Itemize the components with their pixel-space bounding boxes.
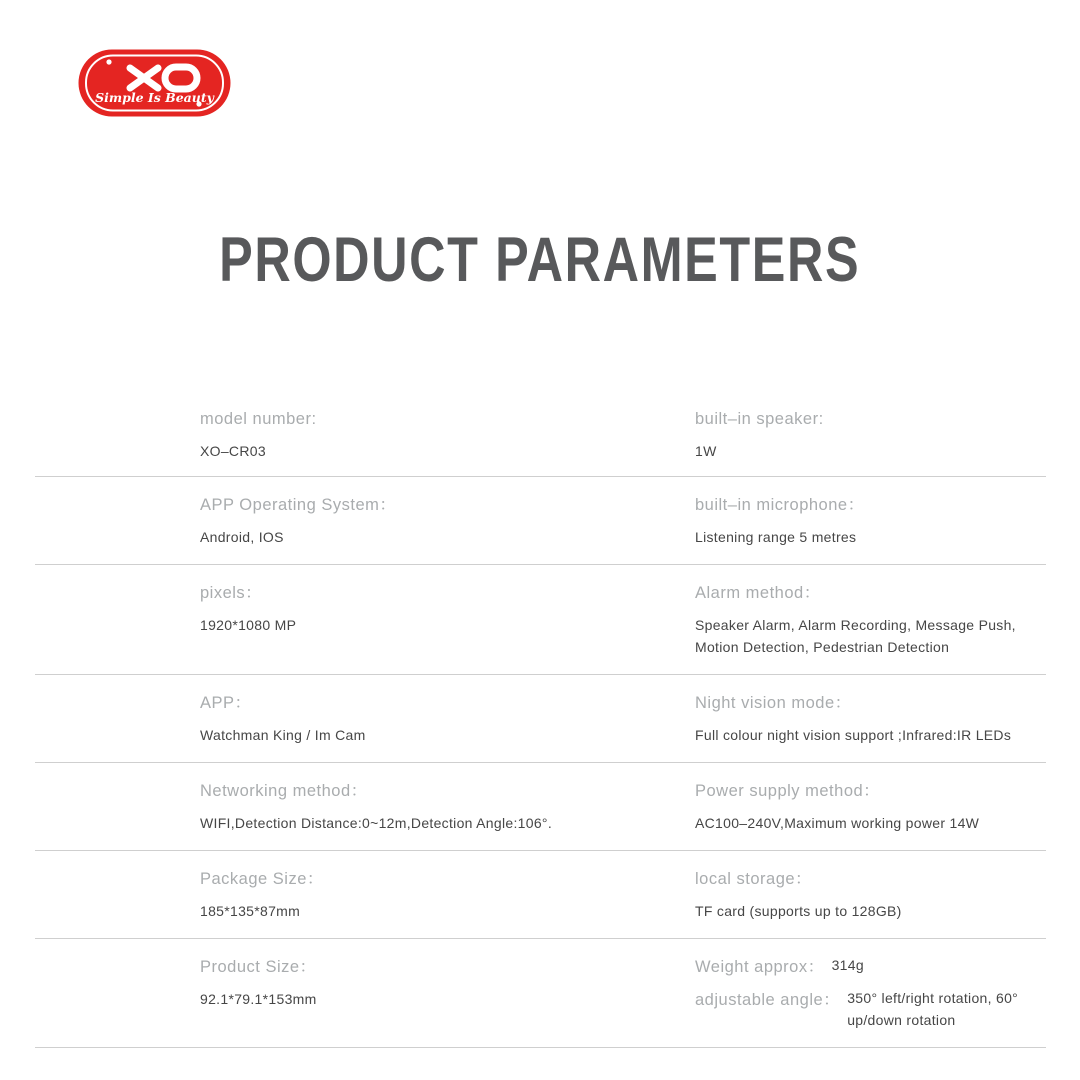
spec-value: 350° left/right rotation, 60° up/down rotation: [847, 990, 1019, 1028]
spec-cell-app: [35, 689, 695, 746]
spec-label: adjustable angle：: [695, 991, 841, 1009]
spec-label: model number:: [200, 410, 317, 428]
spec-value: 92.1*79.1*153mm: [200, 991, 317, 1007]
spec-row-pixels-alarm: [35, 565, 1046, 675]
spec-cell-package-size: [35, 865, 695, 922]
spec-cell-power-supply-method: [695, 777, 1046, 834]
spec-cell-app-operating-system: [35, 491, 695, 548]
spec-cell-product-size: [35, 953, 695, 1031]
spec-value: 185*135*87mm: [200, 903, 301, 919]
spec-value: 1920*1080 MP: [200, 617, 297, 633]
spec-value: Full colour night vision support ;Infrared:IR LEDs: [695, 727, 1012, 743]
spec-row-package-storage: [35, 851, 1046, 939]
spec-pair-adjustable-angle: [695, 986, 1046, 1031]
spec-value: Android, IOS: [200, 529, 284, 545]
spec-cell-night-vision-mode: [695, 689, 1046, 746]
spec-table: [35, 400, 1046, 1048]
spec-label: pixels：: [200, 584, 263, 602]
spec-label: Networking method：: [200, 782, 368, 800]
spec-value: AC100–240V,Maximum working power 14W: [695, 815, 980, 831]
spec-cell-local-storage: [695, 865, 1046, 922]
spec-row-app-nightvision: [35, 675, 1046, 763]
spec-value: Listening range 5 metres: [695, 529, 857, 545]
spec-cell-alarm-method: [695, 579, 1046, 658]
spec-label: APP Operating System：: [200, 496, 397, 514]
spec-cell-built-in-speaker: [695, 410, 1046, 462]
spec-cell-pixels: [35, 579, 695, 658]
spec-label: built–in speaker:: [695, 410, 824, 428]
spec-cell-weight-and-angle: [695, 953, 1046, 1031]
spec-value: 314g: [831, 957, 864, 973]
page-title: PRODUCT PARAMETERS: [219, 225, 861, 295]
spec-label: local storage：: [695, 870, 813, 888]
spec-label: Night vision mode：: [695, 694, 852, 712]
spec-cell-model-number: [35, 410, 695, 462]
xo-logo-icon: [78, 49, 231, 117]
spec-label: Weight approx：: [695, 958, 825, 976]
spec-row-model-speaker: [35, 400, 1046, 477]
spec-label: Product Size：: [200, 958, 317, 976]
brand-logo: [78, 49, 231, 117]
logo-dot: [106, 59, 111, 64]
spec-label: built–in microphone：: [695, 496, 865, 514]
spec-cell-built-in-microphone: [695, 491, 1046, 548]
spec-row-os-microphone: [35, 477, 1046, 565]
spec-label: Package Size：: [200, 870, 324, 888]
spec-value: WIFI,Detection Distance:0~12m,Detection Angle:106°.: [200, 815, 553, 831]
spec-value: XO–CR03: [200, 443, 266, 459]
spec-label: Alarm method：: [695, 584, 821, 602]
spec-value: TF card (supports up to 128GB): [695, 903, 902, 919]
spec-label: APP：: [200, 694, 252, 712]
spec-row-networking-power: [35, 763, 1046, 851]
spec-cell-networking-method: [35, 777, 695, 834]
spec-value: Watchman King / Im Cam: [200, 727, 366, 743]
logo-tagline: Simple Is Beauty: [95, 90, 214, 105]
spec-pair-weight: [695, 953, 1046, 977]
spec-value: 1W: [695, 443, 717, 459]
spec-row-size-weight-angle: [35, 939, 1046, 1048]
spec-value: Speaker Alarm, Alarm Recording, Message Push, Motion Detection, Pedestrian Detection: [695, 617, 1016, 655]
spec-label: Power supply method：: [695, 782, 881, 800]
